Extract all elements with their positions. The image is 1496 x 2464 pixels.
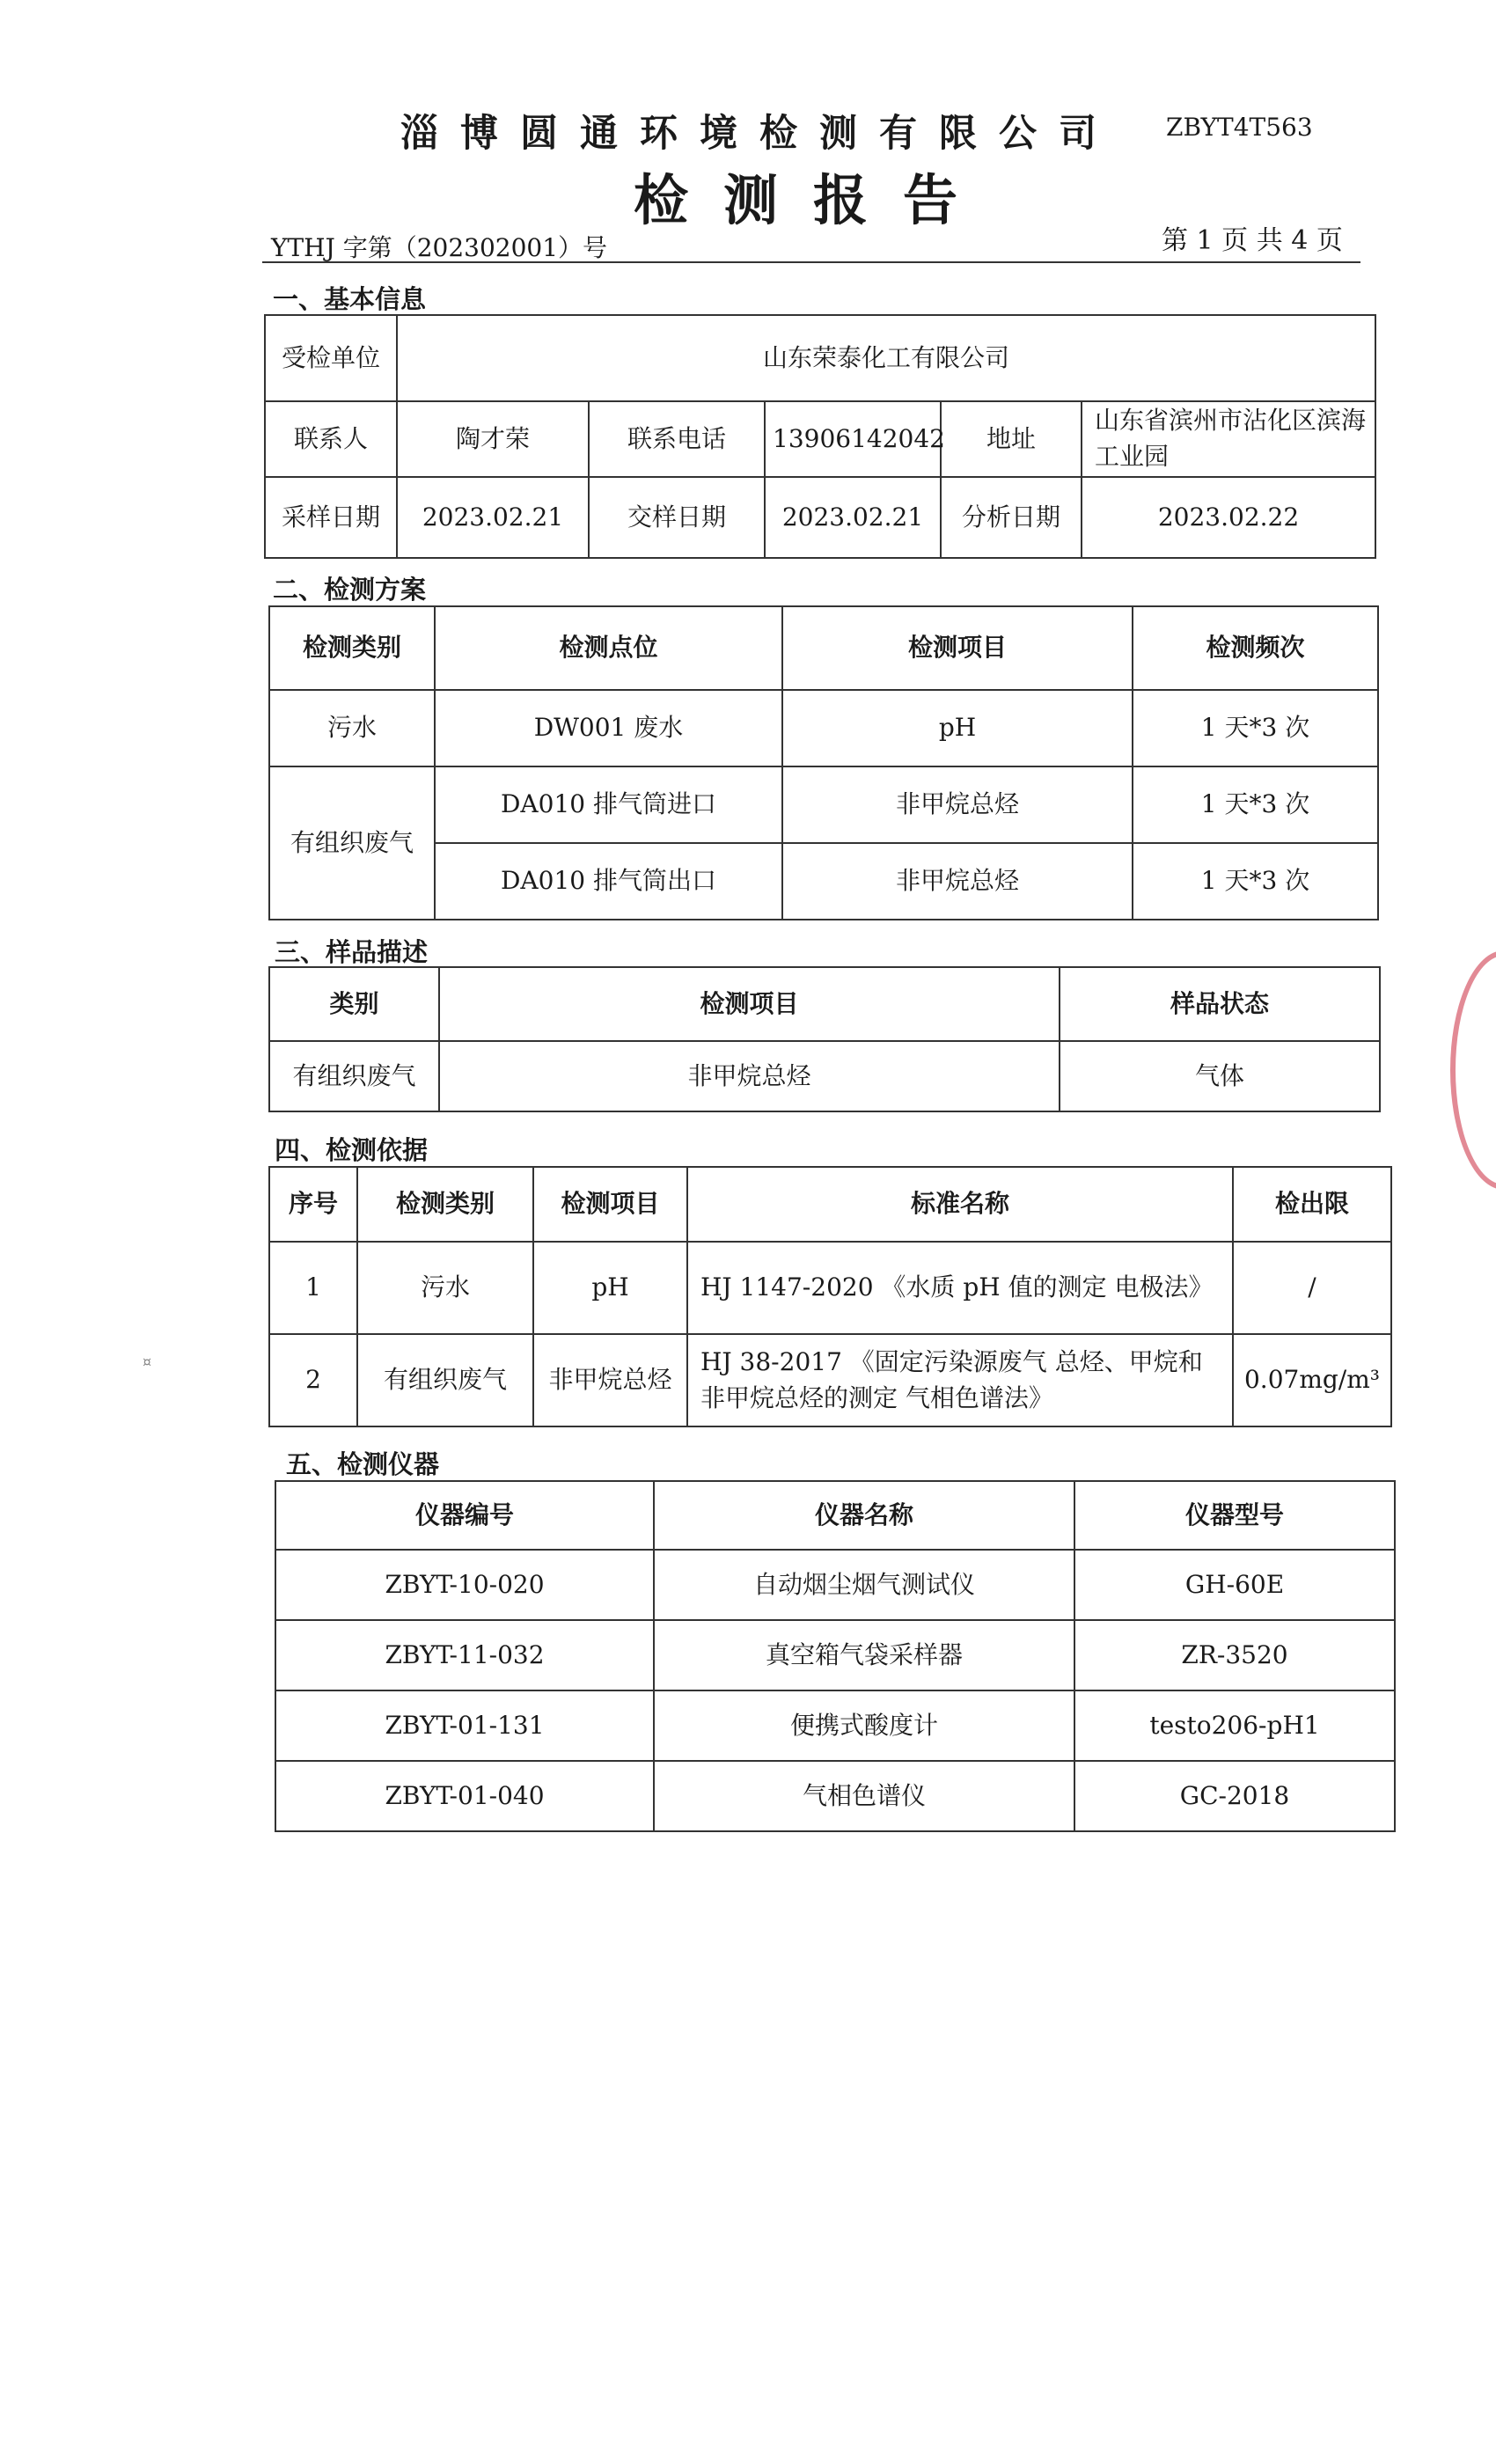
table-row xyxy=(275,1761,1395,1831)
sample-item: 非甲烷总烃 xyxy=(439,1041,1060,1111)
plan-point: DA010 排气筒出口 xyxy=(435,843,782,920)
table-row xyxy=(269,1334,1391,1426)
samples-header-item: 检测项目 xyxy=(439,967,1060,1041)
plan-item: 非甲烷总烃 xyxy=(782,843,1133,920)
table-row xyxy=(275,1690,1395,1761)
table-row xyxy=(269,766,1378,843)
samples-table xyxy=(268,966,1381,1112)
section-samples-title: 三、样品描述 xyxy=(275,937,429,967)
basis-header-no: 序号 xyxy=(269,1167,357,1242)
section-plan-title: 二、检测方案 xyxy=(273,575,427,605)
instrument-id: ZBYT-01-131 xyxy=(275,1690,654,1761)
instrument-name: 真空箱气袋采样器 xyxy=(654,1620,1074,1690)
plan-header-item: 检测项目 xyxy=(782,606,1133,690)
basis-table xyxy=(268,1166,1392,1427)
table-row xyxy=(269,1167,1391,1242)
delivery-date-value: 2023.02.21 xyxy=(765,477,941,558)
analysis-date-label: 分析日期 xyxy=(941,477,1082,558)
instrument-name: 气相色谱仪 xyxy=(654,1761,1074,1831)
page-indicator: 第 1 页 共 4 页 xyxy=(1162,225,1343,256)
phone-label: 联系电话 xyxy=(589,401,765,477)
instruments-header-model: 仪器型号 xyxy=(1074,1481,1395,1550)
basis-header-limit: 检出限 xyxy=(1233,1167,1391,1242)
seal-stamp xyxy=(1450,950,1496,1190)
instrument-id: ZBYT-10-020 xyxy=(275,1550,654,1620)
table-row xyxy=(265,315,1375,401)
table-row xyxy=(269,1041,1380,1111)
table-row xyxy=(269,1242,1391,1334)
plan-item: 非甲烷总烃 xyxy=(782,766,1133,843)
table-row xyxy=(265,477,1375,558)
phone-value: 13906142042 xyxy=(765,401,941,477)
basis-standard: HJ 1147-2020 《水质 pH 值的测定 电极法》 xyxy=(687,1242,1233,1334)
contact-value: 陶才荣 xyxy=(397,401,589,477)
instruments-table xyxy=(275,1480,1396,1832)
instrument-model: GC-2018 xyxy=(1074,1761,1395,1831)
address-value: 山东省滨州市沾化区滨海工业园 xyxy=(1082,401,1375,477)
delivery-date-label: 交样日期 xyxy=(589,477,765,558)
plan-category: 污水 xyxy=(269,690,435,766)
table-row xyxy=(275,1481,1395,1550)
instrument-name: 便携式酸度计 xyxy=(654,1690,1074,1761)
document-number: YTHJ 字第（202302001）号 xyxy=(271,233,608,262)
table-row xyxy=(269,606,1378,690)
sampling-date-value: 2023.02.21 xyxy=(397,477,589,558)
section-basic-info-title: 一、基本信息 xyxy=(273,284,427,314)
basis-category: 污水 xyxy=(357,1242,533,1334)
table-row xyxy=(265,401,1375,477)
basis-item: pH xyxy=(533,1242,687,1334)
plan-frequency: 1 天*3 次 xyxy=(1133,766,1378,843)
company-name: 淄博圆通环境检测有限公司 xyxy=(400,112,1118,156)
instrument-name: 自动烟尘烟气测试仪 xyxy=(654,1550,1074,1620)
table-row xyxy=(269,843,1378,920)
unit-value: 山东荣泰化工有限公司 xyxy=(397,315,1375,401)
section-instruments-title: 五、检测仪器 xyxy=(286,1449,440,1479)
plan-item: pH xyxy=(782,690,1133,766)
sampling-date-label: 采样日期 xyxy=(265,477,397,558)
basis-limit: 0.07mg/m³ xyxy=(1233,1334,1391,1426)
basis-header-standard: 标准名称 xyxy=(687,1167,1233,1242)
plan-point: DW001 废水 xyxy=(435,690,782,766)
section-basis-title: 四、检测依据 xyxy=(275,1135,429,1165)
basis-standard: HJ 38-2017 《固定污染源废气 总烃、甲烷和非甲烷总烃的测定 气相色谱法》 xyxy=(687,1334,1233,1426)
instrument-model: GH-60E xyxy=(1074,1550,1395,1620)
basis-item: 非甲烷总烃 xyxy=(533,1334,687,1426)
basis-no: 1 xyxy=(269,1242,357,1334)
scan-mark: ¤ xyxy=(143,1353,152,1370)
sample-category: 有组织废气 xyxy=(269,1041,439,1111)
basic-info-table xyxy=(264,314,1376,559)
plan-header-point: 检测点位 xyxy=(435,606,782,690)
table-row xyxy=(275,1620,1395,1690)
basis-no: 2 xyxy=(269,1334,357,1426)
basis-limit: / xyxy=(1233,1242,1391,1334)
table-row xyxy=(275,1550,1395,1620)
plan-frequency: 1 天*3 次 xyxy=(1133,690,1378,766)
header-divider xyxy=(262,261,1360,263)
address-label: 地址 xyxy=(941,401,1082,477)
instrument-id: ZBYT-11-032 xyxy=(275,1620,654,1690)
contact-label: 联系人 xyxy=(265,401,397,477)
report-code: ZBYT4T563 xyxy=(1166,113,1313,142)
basis-header-category: 检测类别 xyxy=(357,1167,533,1242)
plan-point: DA010 排气筒进口 xyxy=(435,766,782,843)
table-row xyxy=(269,690,1378,766)
plan-frequency: 1 天*3 次 xyxy=(1133,843,1378,920)
instruments-header-id: 仪器编号 xyxy=(275,1481,654,1550)
report-title: 检测报告 xyxy=(634,168,994,232)
sample-state: 气体 xyxy=(1060,1041,1380,1111)
instrument-id: ZBYT-01-040 xyxy=(275,1761,654,1831)
samples-header-category: 类别 xyxy=(269,967,439,1041)
plan-header-category: 检测类别 xyxy=(269,606,435,690)
table-row xyxy=(269,967,1380,1041)
samples-header-state: 样品状态 xyxy=(1060,967,1380,1041)
basis-category: 有组织废气 xyxy=(357,1334,533,1426)
basis-header-item: 检测项目 xyxy=(533,1167,687,1242)
analysis-date-value: 2023.02.22 xyxy=(1082,477,1375,558)
plan-header-frequency: 检测频次 xyxy=(1133,606,1378,690)
plan-category: 有组织废气 xyxy=(269,766,435,920)
unit-label: 受检单位 xyxy=(265,315,397,401)
instrument-model: ZR-3520 xyxy=(1074,1620,1395,1690)
instruments-header-name: 仪器名称 xyxy=(654,1481,1074,1550)
instrument-model: testo206-pH1 xyxy=(1074,1690,1395,1761)
plan-table xyxy=(268,605,1379,920)
